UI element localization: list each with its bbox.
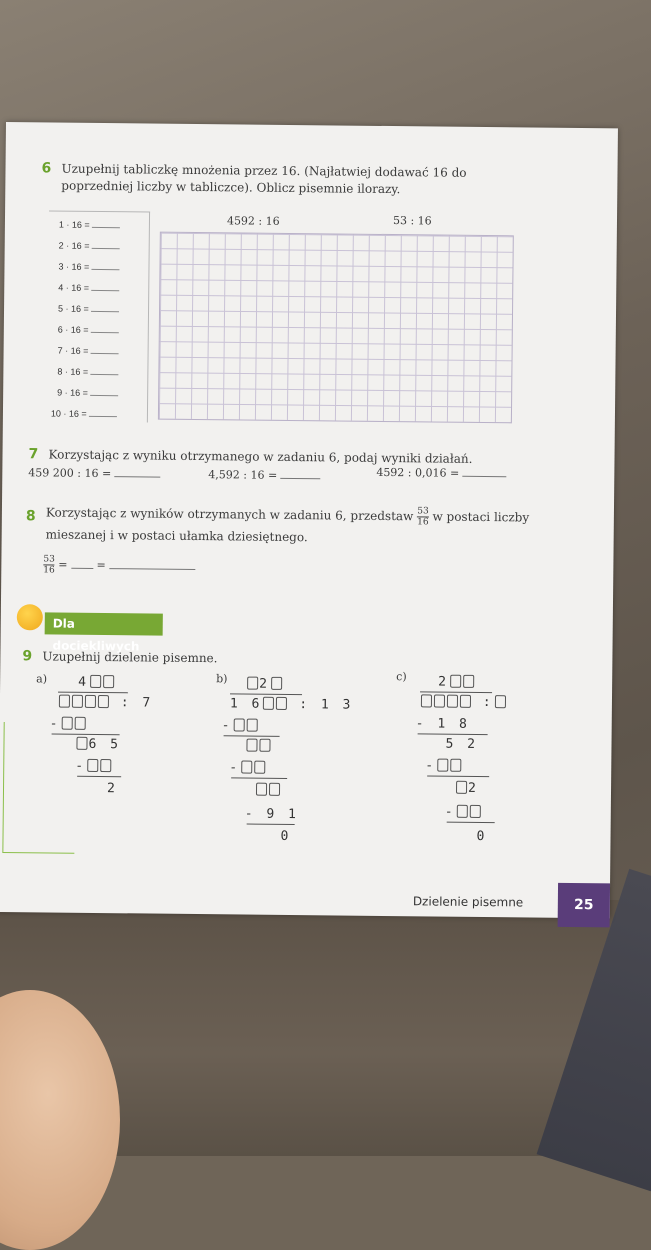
division-c-dividend: : (420, 694, 507, 710)
squared-grid (158, 232, 514, 424)
division-b-sub2: - (229, 760, 266, 775)
green-rule (2, 722, 4, 852)
empty-box[interactable] (59, 695, 70, 708)
table-row: 9 · 16 = (57, 388, 118, 399)
task-8-number: 8 (25, 508, 36, 525)
empty-box[interactable] (241, 760, 252, 773)
empty-box[interactable] (463, 675, 474, 688)
division-b-quotient: 2 (246, 677, 283, 692)
badge-dla-dociekliwych: Dla dociekliwych (45, 612, 163, 635)
empty-box[interactable] (85, 695, 96, 708)
table-row: 1 · 16 = (59, 220, 120, 231)
empty-box[interactable] (76, 737, 87, 750)
division-b-sub3: - 9 1 (244, 806, 299, 823)
table-row: 7 · 16 = (58, 346, 119, 357)
textbook-page (0, 122, 618, 918)
empty-box[interactable] (269, 783, 280, 796)
division-b-end: 0 (280, 828, 292, 845)
division-label-1: 4592 : 16 (226, 214, 280, 228)
task-7-number: 7 (28, 446, 39, 463)
empty-box[interactable] (90, 675, 101, 688)
division-c-sub3: - (445, 805, 482, 820)
task-6-number: 6 (41, 160, 52, 177)
empty-box[interactable] (256, 783, 267, 796)
empty-box[interactable] (100, 759, 111, 772)
empty-box[interactable] (61, 717, 72, 730)
task-8-text: Korzystając z wyników otrzymanych w zadaniu 6, przedstaw $\frac{53}{16}$ w postaci liczby (45, 505, 530, 528)
task-7-expression-3: 4592 : 0,016 = (376, 466, 507, 480)
green-rule (2, 852, 74, 854)
task-8-text-2: mieszanej i w postaci ułamka dziesiętnego. (45, 527, 308, 545)
empty-box[interactable] (450, 759, 461, 772)
division-b-sub1: - (222, 718, 259, 733)
empty-box[interactable] (271, 677, 282, 690)
task-6-text: Uzupełnij tabliczkę mnożenia przez 16. (Najłatwiej dodawać 16 do poprzedniej liczby w tabliczce). Oblicz pisemnie ilorazy. (61, 161, 467, 197)
division-a-quotient: 4 (78, 675, 115, 690)
empty-box[interactable] (434, 695, 445, 708)
task-8-answer: $\frac{53}{16}$ = = (43, 554, 195, 577)
empty-box[interactable] (456, 781, 467, 794)
empty-box[interactable] (276, 697, 287, 710)
chapter-title: Dzielenie pisemne (412, 894, 524, 910)
division-c-r1: 5 2 (445, 736, 479, 752)
empty-box[interactable] (246, 739, 257, 752)
division-a-r1: 6 5 (75, 737, 121, 752)
task-9-text: Uzupełnij dzielenie pisemne. (42, 649, 218, 666)
division-c-quotient: 2 (438, 675, 475, 690)
empty-box[interactable] (457, 805, 468, 818)
empty-box[interactable] (87, 759, 98, 772)
label-c: c) (396, 670, 407, 684)
empty-box[interactable] (470, 805, 481, 818)
empty-box[interactable] (263, 697, 274, 710)
empty-box[interactable] (254, 761, 265, 774)
division-c-sub1: - 1 8 (415, 716, 470, 732)
table-row: 10 · 16 = (51, 408, 117, 419)
empty-box[interactable] (74, 717, 85, 730)
empty-box[interactable] (246, 719, 257, 732)
smiley-icon (17, 604, 43, 630)
task-7-text: Korzystając z wyniku otrzymanego w zadaniu 6, podaj wyniki działań. (48, 447, 473, 466)
label-a: a) (36, 672, 48, 686)
table-row: 4 · 16 = (58, 283, 119, 294)
division-a-sub1: - (50, 716, 87, 731)
table-row: 3 · 16 = (58, 262, 119, 273)
empty-box[interactable] (447, 695, 458, 708)
empty-box[interactable] (450, 675, 461, 688)
division-c-r2: 2 (455, 781, 479, 796)
empty-box[interactable] (103, 675, 114, 688)
division-c-end: 0 (476, 828, 488, 845)
division-label-2: 53 : 16 (392, 214, 432, 228)
division-a-end: 2 (106, 781, 118, 797)
empty-box[interactable] (495, 695, 506, 708)
division-b-dividend: 1 6 : 1 3 (229, 696, 354, 713)
label-b: b) (216, 672, 228, 686)
empty-box[interactable] (421, 694, 432, 707)
division-a-sub2: - (75, 759, 112, 774)
division-b-r1 (245, 739, 271, 754)
table-row: 8 · 16 = (57, 367, 118, 378)
table-row: 5 · 16 = (58, 304, 119, 315)
task-7-expression-1: 459 200 : 16 = (28, 466, 161, 480)
table-row: 6 · 16 = (58, 325, 119, 336)
table-row: 2 · 16 = (59, 241, 120, 252)
empty-box[interactable] (437, 759, 448, 772)
page-number: 25 (558, 883, 610, 928)
empty-box[interactable] (98, 695, 109, 708)
division-c-sub2: - (425, 758, 462, 773)
division-a-dividend: : 7 (58, 695, 153, 711)
multiplication-table (47, 210, 150, 422)
task-7-expression-2: 4,592 : 16 = (208, 468, 321, 482)
division-b-r2 (255, 783, 281, 798)
empty-box[interactable] (259, 739, 270, 752)
empty-box[interactable] (233, 718, 244, 731)
empty-box[interactable] (247, 677, 258, 690)
empty-box[interactable] (460, 695, 471, 708)
task-9-number: 9 (22, 648, 33, 665)
empty-box[interactable] (72, 695, 83, 708)
